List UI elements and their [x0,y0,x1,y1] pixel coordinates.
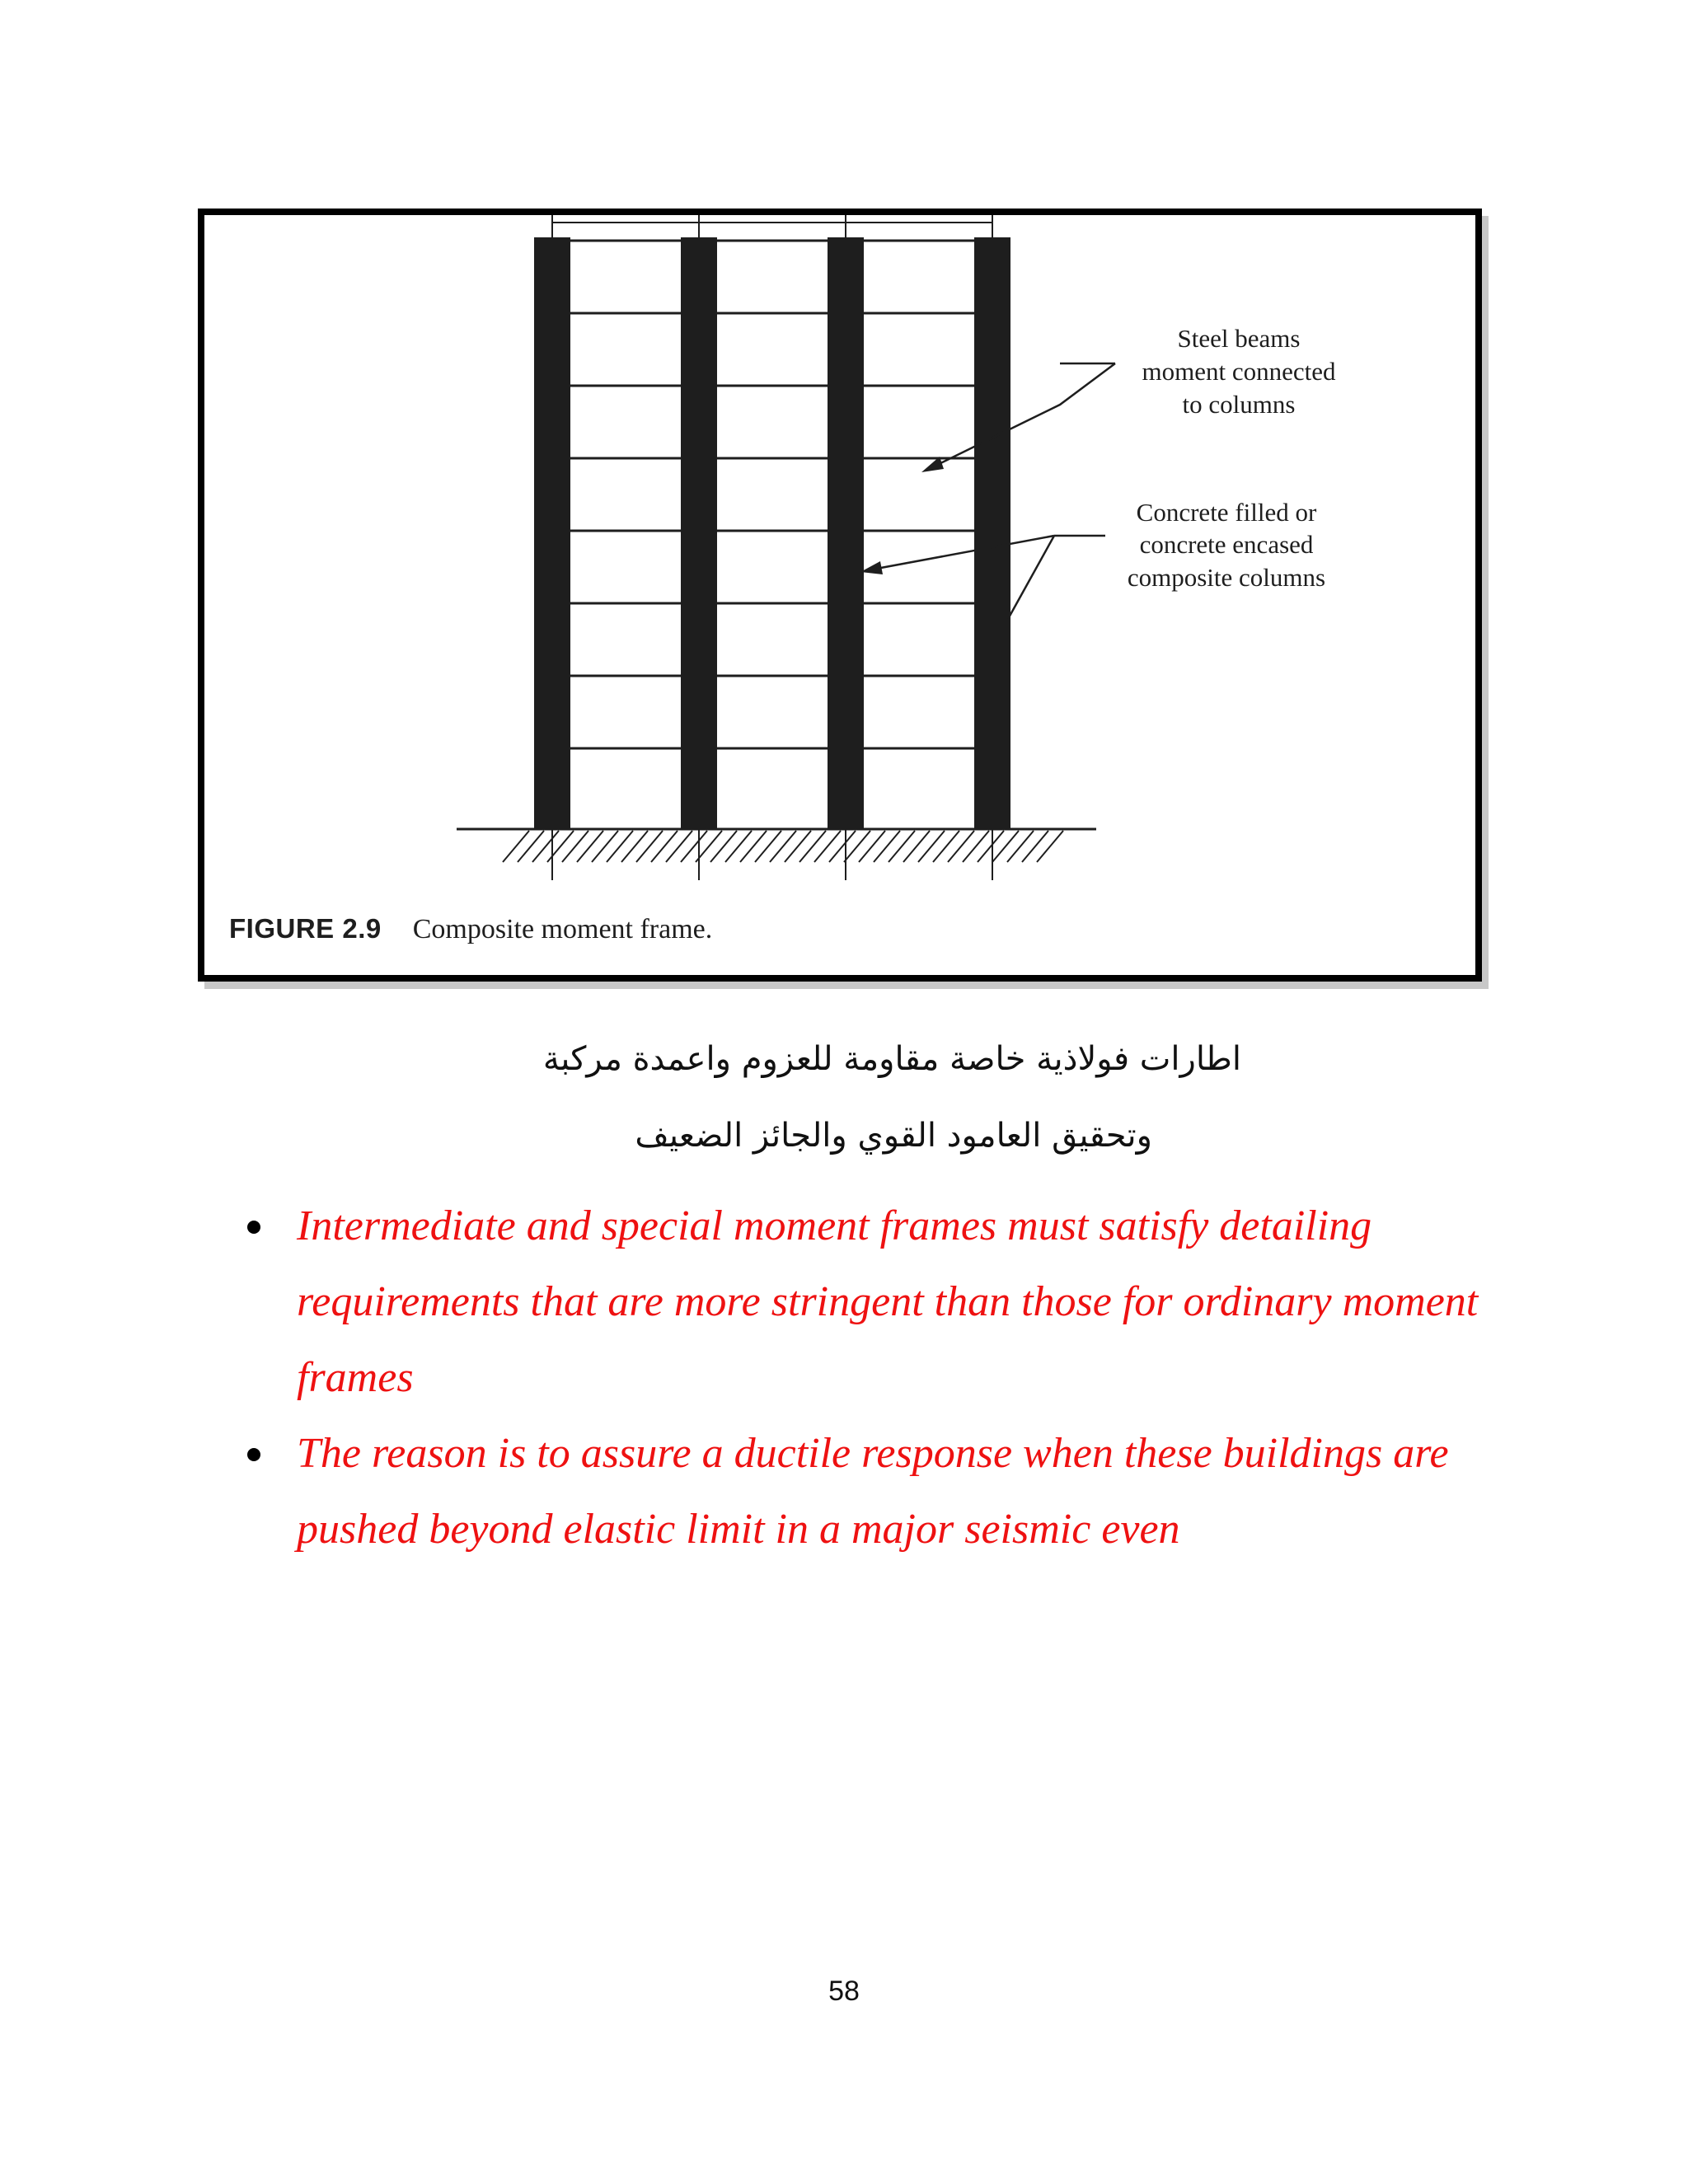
hatch-mark [978,831,1004,862]
hatch-mark [710,831,737,862]
hatch-mark [889,831,915,862]
hatch-mark [592,831,618,862]
hatch-mark [814,831,841,862]
bullet-text-line: Intermediate and special moment frames must satisfy detailing [297,1202,1372,1249]
composite-frame-diagram [204,215,1475,975]
bullet-text-line: The reason is to assure a ductile response when these buildings are [297,1430,1449,1477]
column-leader-line-b [1008,536,1054,619]
composite-column [681,237,717,829]
hatch-mark [859,831,885,862]
hatch-mark [963,831,989,862]
bullet-text-line: frames [297,1354,414,1401]
hatch-mark [918,831,945,862]
hatch-mark [725,831,752,862]
hatch-mark [755,831,781,862]
composite-column [828,237,864,829]
column-leader-arrow [860,561,883,574]
beam-leader-line [934,363,1115,466]
page-number: 58 [828,1975,860,2007]
beam-label-line-1: Steel beams [1177,324,1301,353]
beam-label-line-3: to columns [1182,390,1296,419]
hatch-mark [562,831,588,862]
hatch-mark [532,831,559,862]
hatch-mark [1037,831,1063,862]
ground-hatch [457,829,1096,880]
hatch-mark [607,831,633,862]
hatch-mark [844,831,870,862]
hatch-mark [948,831,974,862]
composite-columns [534,237,1010,829]
column-label-line-1: Concrete filled or [1136,498,1317,527]
bullet-item [247,1188,1550,1416]
hatch-mark [503,831,529,862]
column-label-line-2: concrete encased [1139,530,1314,559]
hatch-mark [1022,831,1048,862]
bullet-text-line: pushed beyond elastic limit in a major seismic even [297,1506,1180,1553]
hatch-mark [785,831,811,862]
hatch-mark [666,831,692,862]
hatch-mark [1007,831,1034,862]
hatch-mark [992,831,1019,862]
hatch-mark [740,831,767,862]
hatch-mark [651,831,678,862]
bullet-list [247,1188,1550,1568]
hatch-mark [874,831,900,862]
column-label-line-3: composite columns [1127,563,1326,592]
hatch-mark [547,831,574,862]
arabic-heading-line-2: وتحقيق العامود القوي والجائز الضعيف [635,1117,1152,1155]
composite-column [974,237,1010,829]
figure-number: FIGURE 2.9 [229,913,382,944]
column-leader-line-a [872,536,1054,569]
hatch-mark [799,831,826,862]
bullet-dot-icon [247,1221,260,1234]
hatch-mark [636,831,663,862]
hatch-mark [518,831,544,862]
figure-frame [198,209,1482,982]
hatch-mark [770,831,796,862]
beam-label-line-2: moment connected [1142,357,1336,386]
hatch-mark [933,831,959,862]
figure-title: Composite moment frame. [412,914,713,944]
steel-beams [552,215,992,748]
bullet-item [247,1416,1550,1568]
figure-caption [229,913,712,954]
arabic-heading-line-1: اطارات فولاذية خاصة مقاومة للعزوم واعمدة مركبة [542,1040,1241,1078]
hatch-mark [681,831,707,862]
composite-column [534,237,570,829]
hatch-mark [829,831,856,862]
bullet-dot-icon [247,1448,260,1461]
hatch-mark [621,831,648,862]
bullet-text-line: requirements that are more stringent than those for ordinary moment [297,1278,1479,1325]
hatch-mark [903,831,930,862]
hatch-mark [577,831,603,862]
